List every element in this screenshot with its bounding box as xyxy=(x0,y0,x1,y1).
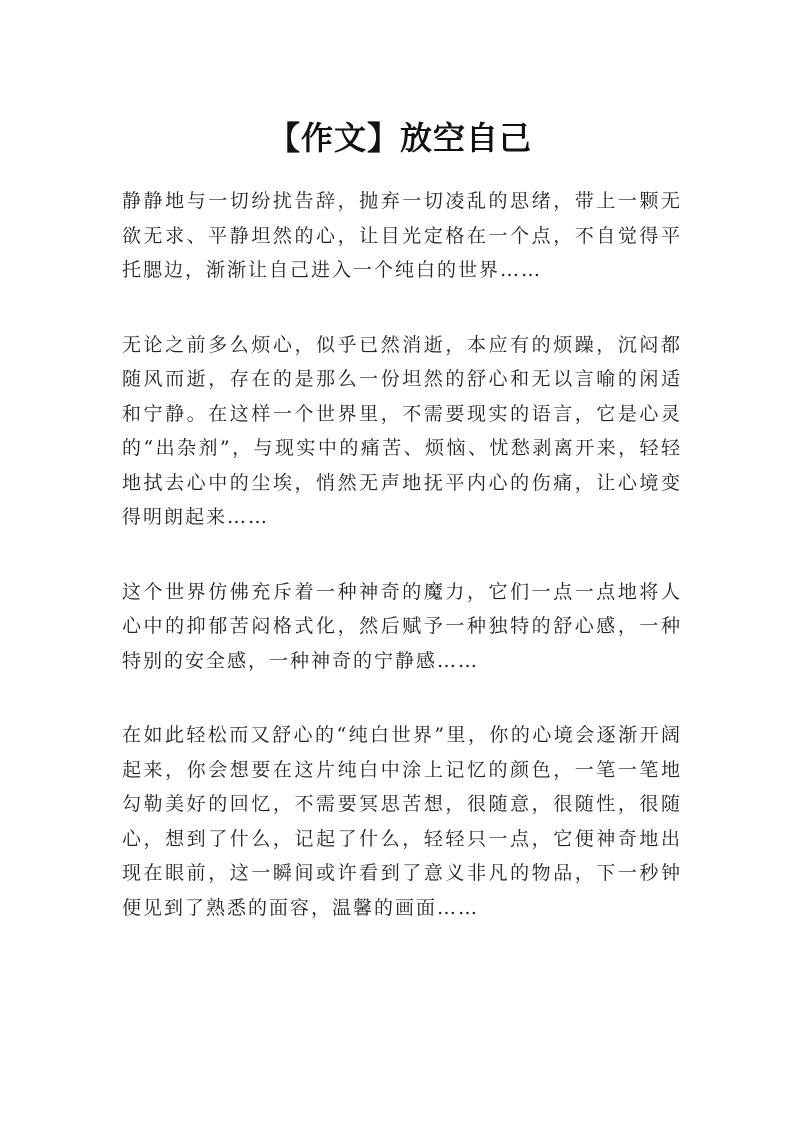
paragraph-1: 静静地与一切纷扰告辞，抛弃一切凌乱的思绪，带上一颗无欲无求、平静坦然的心，让目光定格在一个点，不自觉得平托腮边，渐渐让自己进入一个纯白的世界…… xyxy=(122,190,682,281)
document-body xyxy=(122,184,682,965)
paragraph-4: 在如此轻松而又舒心的“纯白世界”里，你的心境会逐渐开阔起来，你会想要在这片纯白中涂上记忆的颜色，一笔一笔地勾勒美好的回忆，不需要冥思苦想，很随意，很随性，很随心，想到了什么，记起了什么，轻轻只一点，它便神奇地出现在眼前，这一瞬间或许看到了意义非凡的物品，下一秒钟便见到了熟悉的面容，温馨的画面…… xyxy=(122,724,682,919)
document-title: 【作文】放空自己 xyxy=(267,119,532,158)
paragraph-3: 这个世界仿佛充斥着一种神奇的魔力，它们一点一点地将人心中的抑郁苦闷格式化，然后赋予一种独特的舒心感，一种特别的安全感，一种神奇的宁静感…… xyxy=(122,580,682,672)
paragraph-2: 无论之前多么烦心，似乎已然消逝，本应有的烦躁，沉闷都随风而逝，存在的是那么一份坦然的舒心和无以言喻的闲适和宁静。在这样一个世界里，不需要现实的语言，它是心灵的“出杂剂”，与现实中的痛苦、烦恼、忧愁剥离开来，轻轻地拭去心中的尘埃，悄然无声地抚平内心的伤痛，让心境变得明朗起来…… xyxy=(122,333,682,528)
